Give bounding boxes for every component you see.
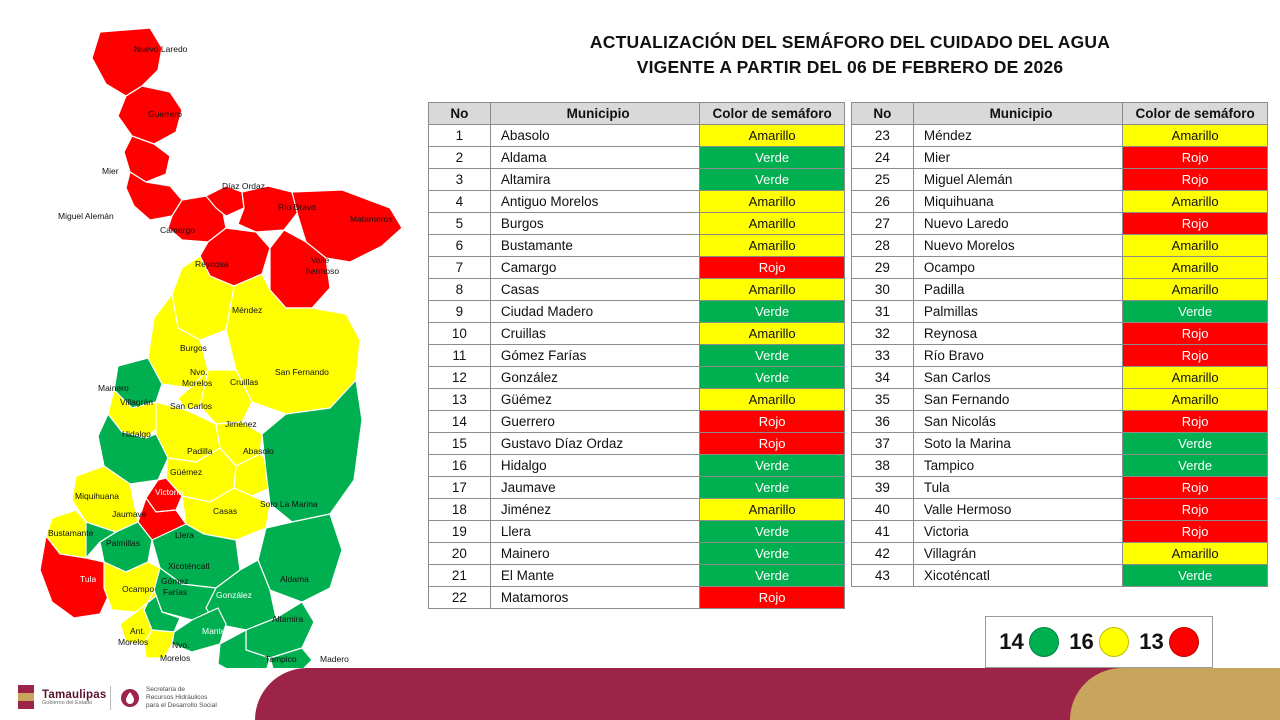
- cell-municipio: San Fernando: [913, 389, 1122, 411]
- map-label: Hidalgo: [122, 429, 151, 439]
- tamaulipas-logo: [18, 685, 106, 711]
- cell-no: 14: [429, 411, 491, 433]
- map-label: Soto La Marina: [260, 499, 318, 509]
- cell-no: 27: [852, 213, 914, 235]
- table-row: [429, 499, 845, 521]
- cell-municipio: Güémez: [490, 389, 699, 411]
- cell-no: 5: [429, 213, 491, 235]
- footer-department: [120, 686, 217, 710]
- flag-icon: [18, 685, 34, 711]
- cell-color-status: Amarillo: [1123, 235, 1268, 257]
- cell-color-status: Rojo: [1123, 477, 1268, 499]
- cell-color-status: Amarillo: [700, 191, 845, 213]
- brand-subtitle: Gobierno del Estado: [42, 700, 93, 707]
- map-label: Madero: [320, 654, 349, 664]
- map-label: Ant.: [130, 626, 146, 636]
- map-label: Llera: [175, 530, 194, 540]
- table-row: [429, 587, 845, 609]
- header-no: No: [852, 103, 914, 125]
- cell-municipio: Victoria: [913, 521, 1122, 543]
- semaforo-table-right: [851, 102, 1268, 587]
- dep-line-3: para el Desarrollo Social: [146, 701, 217, 709]
- map-label: Nvo.: [190, 367, 208, 377]
- table-row: [429, 389, 845, 411]
- cell-municipio: Miguel Alemán: [913, 169, 1122, 191]
- table-row: [429, 565, 845, 587]
- cell-municipio: Bustamante: [490, 235, 699, 257]
- table-row: [429, 543, 845, 565]
- cell-municipio: Cruillas: [490, 323, 699, 345]
- cell-no: 32: [852, 323, 914, 345]
- cell-municipio: Ocampo: [913, 257, 1122, 279]
- table-row: [429, 257, 845, 279]
- cell-municipio: Hidalgo: [490, 455, 699, 477]
- table-row: [429, 345, 845, 367]
- cell-no: 20: [429, 543, 491, 565]
- cell-municipio: Gómez Farías: [490, 345, 699, 367]
- title-line-1: ACTUALIZACIÓN DEL SEMÁFORO DEL CUIDADO DEL AGUA: [589, 32, 1111, 52]
- cell-color-status: Verde: [1123, 433, 1268, 455]
- table-row: [429, 235, 845, 257]
- cell-color-status: Amarillo: [1123, 543, 1268, 565]
- cell-no: 17: [429, 477, 491, 499]
- map-label: Xicoténcatl: [168, 561, 210, 571]
- cell-no: 41: [852, 521, 914, 543]
- map-label: Padilla: [187, 446, 213, 456]
- cell-color-status: Rojo: [1123, 169, 1268, 191]
- map-label: Díaz Ordaz: [222, 181, 265, 191]
- map-label: Miquihuana: [75, 491, 119, 501]
- table-row: [429, 411, 845, 433]
- cell-no: 22: [429, 587, 491, 609]
- table-row: [429, 367, 845, 389]
- table-header-row: [429, 103, 845, 125]
- summary-amarillo-count: 16: [1069, 629, 1094, 654]
- cell-no: 34: [852, 367, 914, 389]
- cell-color-status: Amarillo: [700, 499, 845, 521]
- cell-color-status: Rojo: [700, 433, 845, 455]
- cell-no: 10: [429, 323, 491, 345]
- summary-amarillo: [1069, 627, 1128, 657]
- header-municipio: Municipio: [913, 103, 1122, 125]
- cell-municipio: Ciudad Madero: [490, 301, 699, 323]
- map-label: Bustamante: [48, 528, 94, 538]
- cell-municipio: San Carlos: [913, 367, 1122, 389]
- summary-verde-count: 14: [999, 629, 1024, 654]
- table-row: [429, 301, 845, 323]
- map-label: Tula: [80, 574, 97, 584]
- cell-color-status: Rojo: [1123, 411, 1268, 433]
- cell-color-status: Rojo: [1123, 213, 1268, 235]
- map-label: Farías: [163, 587, 188, 597]
- cell-no: 11: [429, 345, 491, 367]
- map-label: Aldama: [280, 574, 309, 584]
- cell-municipio: Burgos: [490, 213, 699, 235]
- table-row: [852, 455, 1268, 477]
- cell-color-status: Amarillo: [700, 213, 845, 235]
- map-label: Mier: [102, 166, 119, 176]
- cell-municipio: Tampico: [913, 455, 1122, 477]
- table-row: [429, 477, 845, 499]
- cell-no: 4: [429, 191, 491, 213]
- map-label: Camargo: [160, 225, 195, 235]
- table-row: [852, 433, 1268, 455]
- cell-municipio: Jaumave: [490, 477, 699, 499]
- table-row: [429, 125, 845, 147]
- brand-name: Tamaulipas: [42, 689, 107, 702]
- map-label: Güémez: [170, 467, 203, 477]
- map-label: González: [216, 590, 252, 600]
- table-header-row: [852, 103, 1268, 125]
- table-row: [429, 521, 845, 543]
- footer: [0, 668, 1280, 720]
- cell-color-status: Amarillo: [1123, 191, 1268, 213]
- cell-municipio: Altamira: [490, 169, 699, 191]
- map-label: Matamoros: [350, 214, 393, 224]
- cell-municipio: Casas: [490, 279, 699, 301]
- footer-band: [255, 668, 1280, 720]
- table-row: [429, 169, 845, 191]
- cell-no: 33: [852, 345, 914, 367]
- table-row: [852, 257, 1268, 279]
- table-row: [852, 279, 1268, 301]
- cell-color-status: Amarillo: [1123, 389, 1268, 411]
- cell-color-status: Rojo: [1123, 345, 1268, 367]
- cell-no: 31: [852, 301, 914, 323]
- map-label: Cruillas: [230, 377, 259, 387]
- cell-municipio: Soto la Marina: [913, 433, 1122, 455]
- cell-no: 36: [852, 411, 914, 433]
- cell-color-status: Rojo: [700, 587, 845, 609]
- cell-color-status: Verde: [700, 147, 845, 169]
- cell-color-status: Verde: [700, 345, 845, 367]
- cell-no: 13: [429, 389, 491, 411]
- cell-municipio: Abasolo: [490, 125, 699, 147]
- map-label: San Carlos: [170, 401, 213, 411]
- cell-municipio: Camargo: [490, 257, 699, 279]
- cell-municipio: Padilla: [913, 279, 1122, 301]
- cell-municipio: Palmillas: [913, 301, 1122, 323]
- cell-municipio: Miquihuana: [913, 191, 1122, 213]
- map-label: Burgos: [180, 343, 207, 353]
- table-body-right: [852, 125, 1268, 587]
- cell-color-status: Verde: [1123, 301, 1268, 323]
- cell-no: 38: [852, 455, 914, 477]
- cell-no: 21: [429, 565, 491, 587]
- table-row: [429, 147, 845, 169]
- map-label: Tampico: [265, 654, 297, 664]
- brand-text: [42, 689, 106, 707]
- table-row: [429, 433, 845, 455]
- table-row: [852, 565, 1268, 587]
- header-municipio: Municipio: [490, 103, 699, 125]
- map-label: hermoso: [306, 266, 340, 276]
- header-color: Color de semáforo: [1123, 103, 1268, 125]
- cell-municipio: Nuevo Morelos: [913, 235, 1122, 257]
- map-label: Mainero: [98, 383, 129, 393]
- cell-color-status: Verde: [700, 169, 845, 191]
- table-row: [852, 499, 1268, 521]
- cell-color-status: Amarillo: [700, 125, 845, 147]
- cell-municipio: Méndez: [913, 125, 1122, 147]
- cell-municipio: Villagrán: [913, 543, 1122, 565]
- table-row: [852, 235, 1268, 257]
- cell-municipio: Jiménez: [490, 499, 699, 521]
- table-row: [429, 323, 845, 345]
- cell-color-status: Amarillo: [1123, 279, 1268, 301]
- cell-no: 7: [429, 257, 491, 279]
- cell-no: 35: [852, 389, 914, 411]
- cell-no: 9: [429, 301, 491, 323]
- cell-color-status: Rojo: [1123, 521, 1268, 543]
- cell-no: 26: [852, 191, 914, 213]
- table-row: [429, 279, 845, 301]
- cell-no: 28: [852, 235, 914, 257]
- cell-municipio: Llera: [490, 521, 699, 543]
- cell-color-status: Amarillo: [700, 279, 845, 301]
- cell-color-status: Verde: [700, 477, 845, 499]
- header-color: Color de semáforo: [700, 103, 845, 125]
- header-no: No: [429, 103, 491, 125]
- cell-color-status: Rojo: [700, 411, 845, 433]
- summary-rojo-count: 13: [1139, 629, 1164, 654]
- map-label: Casas: [213, 506, 238, 516]
- table-row: [852, 125, 1268, 147]
- map-label: Gómez: [161, 576, 189, 586]
- cell-no: 29: [852, 257, 914, 279]
- table-row: [852, 389, 1268, 411]
- map-label: Morelos: [182, 378, 213, 388]
- map-label: Ocampo: [122, 584, 155, 594]
- cell-municipio: Mier: [913, 147, 1122, 169]
- map-label: Guerrero: [148, 109, 183, 119]
- cell-municipio: El Mante: [490, 565, 699, 587]
- cell-color-status: Verde: [1123, 455, 1268, 477]
- table-row: [429, 213, 845, 235]
- cell-municipio: Xicoténcatl: [913, 565, 1122, 587]
- cell-municipio: Reynosa: [913, 323, 1122, 345]
- map-label: San Fernando: [275, 367, 329, 377]
- title-line-2: VIGENTE A PARTIR DEL 06 DE FEBRERO DE 2026: [636, 57, 1064, 78]
- cell-color-status: Rojo: [700, 257, 845, 279]
- cell-no: 40: [852, 499, 914, 521]
- map-label: Morelos: [118, 637, 149, 647]
- cell-color-status: Rojo: [1123, 499, 1268, 521]
- cell-color-status: Verde: [700, 543, 845, 565]
- table-row: [429, 191, 845, 213]
- amarillo-dot-icon: [1099, 627, 1129, 657]
- table-row: [852, 521, 1268, 543]
- cell-no: 16: [429, 455, 491, 477]
- table-row: [852, 411, 1268, 433]
- cell-no: 3: [429, 169, 491, 191]
- map-label: Victoria: [155, 487, 184, 497]
- table-row: [852, 147, 1268, 169]
- cell-municipio: Antiguo Morelos: [490, 191, 699, 213]
- cell-no: 2: [429, 147, 491, 169]
- table-row: [852, 301, 1268, 323]
- cell-color-status: Verde: [700, 301, 845, 323]
- cell-color-status: Amarillo: [700, 235, 845, 257]
- cell-no: 12: [429, 367, 491, 389]
- cell-no: 8: [429, 279, 491, 301]
- map-svg: [30, 10, 425, 670]
- map-label: Miguel Alemán: [58, 211, 114, 221]
- table-row: [852, 477, 1268, 499]
- map-label: Nvo.: [172, 640, 190, 650]
- cell-color-status: Verde: [1123, 565, 1268, 587]
- cell-color-status: Amarillo: [1123, 257, 1268, 279]
- cell-color-status: Verde: [700, 455, 845, 477]
- table-row: [852, 345, 1268, 367]
- table-body-left: [429, 125, 845, 609]
- cell-color-status: Amarillo: [1123, 125, 1268, 147]
- cell-municipio: Mainero: [490, 543, 699, 565]
- map-label: Abasolo: [243, 446, 274, 456]
- cell-color-status: Amarillo: [1123, 367, 1268, 389]
- map-label: Méndez: [232, 305, 263, 315]
- map-label: Jaumave: [112, 509, 147, 519]
- cell-municipio: Río Bravo: [913, 345, 1122, 367]
- table-row: [852, 191, 1268, 213]
- cell-no: 42: [852, 543, 914, 565]
- cell-no: 24: [852, 147, 914, 169]
- cell-no: 25: [852, 169, 914, 191]
- table-row: [852, 213, 1268, 235]
- cell-color-status: Rojo: [1123, 323, 1268, 345]
- map-label: Nuevo Laredo: [134, 44, 188, 54]
- footer-divider: [110, 686, 111, 710]
- cell-color-status: Verde: [700, 367, 845, 389]
- dep-line-1: Secretaría de: [146, 685, 186, 693]
- map-label: Reynosa: [195, 259, 229, 269]
- cell-municipio: Nuevo Laredo: [913, 213, 1122, 235]
- cell-municipio: San Nicolás: [913, 411, 1122, 433]
- table-row: [852, 367, 1268, 389]
- table-row: [852, 169, 1268, 191]
- cell-color-status: Verde: [700, 521, 845, 543]
- cell-municipio: Aldama: [490, 147, 699, 169]
- summary-verde: [999, 627, 1058, 657]
- tamaulipas-map: [30, 10, 425, 670]
- map-label: Morelos: [160, 653, 191, 663]
- map-label: Villagrán: [120, 397, 153, 407]
- cell-no: 6: [429, 235, 491, 257]
- cell-no: 1: [429, 125, 491, 147]
- cell-no: 23: [852, 125, 914, 147]
- dep-line-2: Recursos Hidráulicos: [146, 693, 208, 701]
- cell-no: 15: [429, 433, 491, 455]
- cell-color-status: Verde: [700, 565, 845, 587]
- cell-municipio: Valle Hermoso: [913, 499, 1122, 521]
- cell-no: 37: [852, 433, 914, 455]
- map-label: Jiménez: [225, 419, 257, 429]
- cell-municipio: Matamoros: [490, 587, 699, 609]
- water-drop-icon: [120, 688, 140, 708]
- verde-dot-icon: [1029, 627, 1059, 657]
- department-text: [146, 686, 217, 710]
- cell-color-status: Amarillo: [700, 389, 845, 411]
- cell-no: 30: [852, 279, 914, 301]
- summary-legend: [985, 616, 1213, 668]
- cell-no: 18: [429, 499, 491, 521]
- map-label: Valle: [311, 255, 330, 265]
- cell-no: 43: [852, 565, 914, 587]
- map-label: Mante: [202, 626, 226, 636]
- table-row: [852, 543, 1268, 565]
- page-title: [430, 30, 1270, 81]
- map-label: Altamira: [272, 614, 304, 624]
- cell-municipio: Tula: [913, 477, 1122, 499]
- table-row: [429, 455, 845, 477]
- cell-municipio: González: [490, 367, 699, 389]
- cell-color-status: Rojo: [1123, 147, 1268, 169]
- rojo-dot-icon: [1169, 627, 1199, 657]
- cell-no: 19: [429, 521, 491, 543]
- cell-municipio: Guerrero: [490, 411, 699, 433]
- map-label: Palmillas: [106, 538, 141, 548]
- map-label: Río Bravo: [278, 202, 316, 212]
- cell-municipio: Gustavo Díaz Ordaz: [490, 433, 699, 455]
- table-row: [852, 323, 1268, 345]
- summary-rojo: [1139, 627, 1198, 657]
- semaforo-table-left: [428, 102, 845, 609]
- cell-no: 39: [852, 477, 914, 499]
- cell-color-status: Amarillo: [700, 323, 845, 345]
